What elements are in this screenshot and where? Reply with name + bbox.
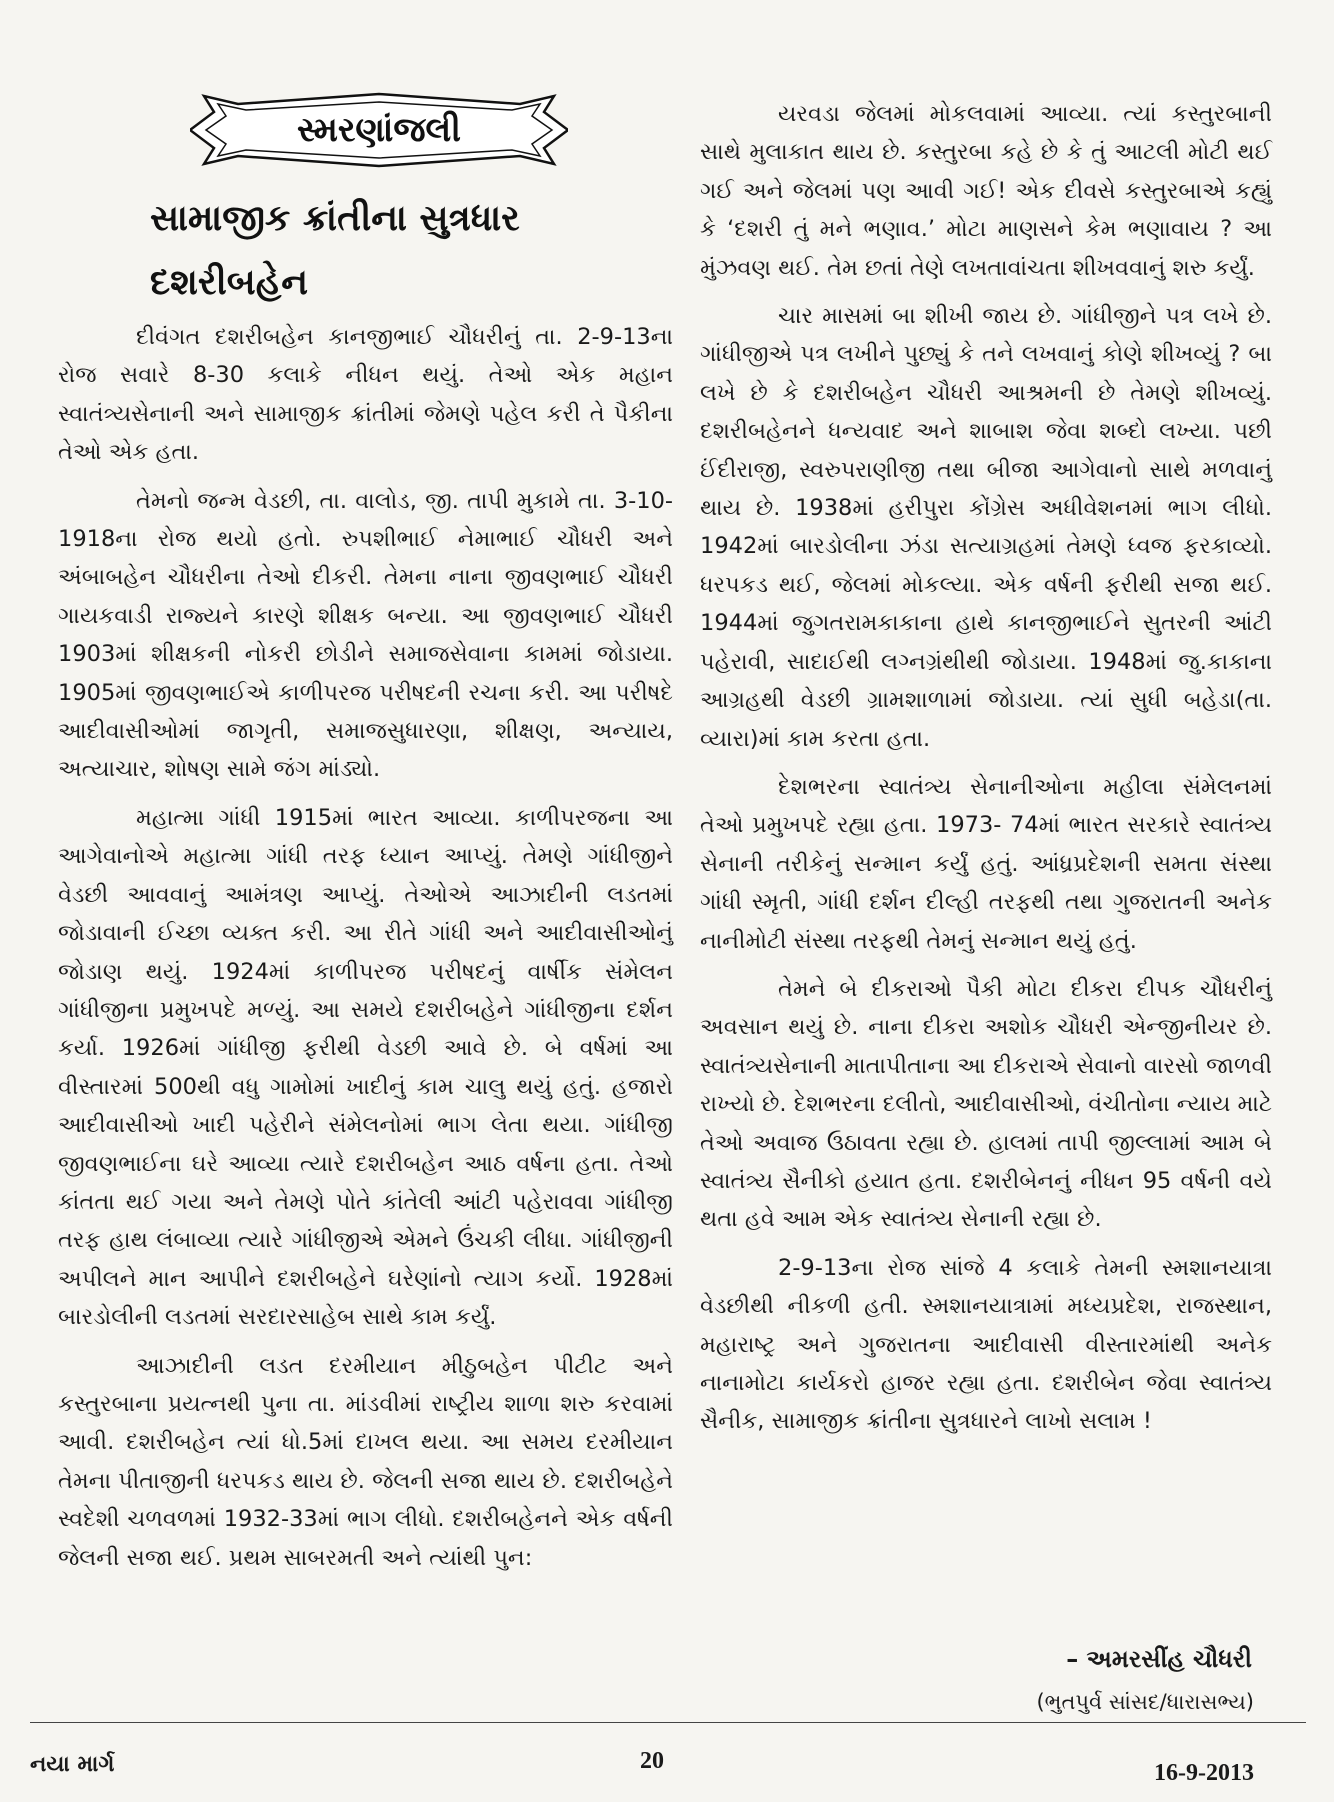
footer-divider bbox=[30, 1722, 1306, 1723]
paragraph: ચાર માસમાં બા શીખી જાય છે. ગાંધીજીને પત્ર લખે છે. ગાંધીજીએ પત્ર લખીને પુછ્યું કે તને લખવાનું કોણે શીખવ્યું ? બા લખે છે કે દશરીબહેન ચૌધરી આશ્રમની છે તેમણે શીખવ્યું. દશરીબહેનને ધન્યવાદ અને શાબાશ જેવા શબ્દો લખ્યા. પછી ઈંદીરાજી, સ્વરુપરાણીજી તથા બીજા આગેવાનો સાથે મળવાનું થાય છે. 1938માં હરીપુરા કોંગ્રેસ અધીવેશનમાં ભાગ લીધો. 1942માં બારડોલીના ઝંડા સત્યાગ્રહમાં તેમણે ધ્વજ ફરકાવ્યો. ધરપકડ થઈ, જેલમાં મોકલ્યા. એક વર્ષની ફરીથી સજા થઈ. 1944માં જુગતરામકાકાના હાથે કાનજીભાઈને સુતરની આંટી પહેરાવી, સાદાઈથી લગ્નગ્રંથીથી જોડાયા. 1948માં જુ.કાકાના આગ્રહથી વેડછી ગ્રામશાળામાં જોડાયા. ત્યાં સુધી બહેડા(તા. વ્યારા)માં કામ કરતા હતા. bbox=[700, 303, 1272, 752]
publication-name: નયા માર્ગ bbox=[30, 1752, 115, 1777]
paragraph: આઝાદીની લડત દરમીયાન મીઠુબહેન પીટીટ અને કસ્તુરબાના પ્રયત્નથી પુના તા. માંડવીમાં રાષ્ટ્રીય શાળા શરુ કરવામાં આવી. દશરીબહેન ત્યાં ધો.5માં દાખલ થયા. આ સમય દરમીયાન તેમના પીતાજીની ધરપકડ થાય છે. જેલની સજા થાય છે. દશરીબહેને સ્વદેશી ચળવળમાં 1932-33માં ભાગ લીધો. દશરીબહેનને એક વર્ષની જેલની સજા થઈ. પ્રથમ સાબરમતી અને ત્યાંથી પુન: bbox=[58, 1352, 673, 1571]
article-column-right bbox=[700, 95, 1272, 1451]
paragraph: તેમને બે દીકરાઓ પૈકી મોટા દીકરા દીપક ચૌધરીનું અવસાન થયું છે. નાના દીકરા અશોક ચૌધરી એન્જીનીયર છે. સ્વાતંત્ર્યસેનાની માતાપીતાના આ દીકરાએ સેવાનો વારસો જાળવી રાખ્યો છે. દેશભરના દલીતો, આદીવાસીઓ, વંચીતોના ન્યાય માટે તેઓ અવાજ ઉઠાવતા રહ્યા છે. હાલમાં તાપી જીલ્લામાં આમ બે સ્વાતંત્ર્ય સૈનીકો હયાત હતા. દશરીબેનનું નીધન 95 વર્ષની વયે થતા હવે આમ એક સ્વાતંત્ર્ય સેનાની રહ્યા છે. bbox=[700, 975, 1273, 1233]
banner-title: સ્મરણાંજલી bbox=[297, 110, 461, 150]
paragraph: 2-9-13ના રોજ સાંજે 4 કલાકે તેમની સ્મશાનયાત્રા વેડછીથી નીકળી હતી. સ્મશાનયાત્રામાં મધ્યપ્રદેશ, રાજસ્થાન, મહારાષ્ટ્ર અને ગુજરાતના આદીવાસી વીસ્તારમાંથી અનેક નાનામોટા કાર્યકરો હાજર રહ્યા હતા. દશરીબેન જેવા સ્વાતંત્ર્ય સૈનીક, સામાજીક ક્રાંતીના સુત્રધારને લાખો સલામ ! bbox=[700, 1254, 1272, 1435]
paragraph: તેમનો જન્મ વેડછી, તા. વાલોડ, જી. તાપી મુકામે તા. 3-10-1918ના રોજ થયો હતો. રુપશીભાઈ નેમાભાઈ ચૌધરી અને અંબાબહેન ચૌધરીના તેઓ દીકરી. તેમના નાના જીવણભાઈ ચૌધરી ગાયકવાડી રાજ્યને કારણે શીક્ષક બન્યા. આ જીવણભાઈ ચૌધરી 1903માં શીક્ષકની નોકરી છોડીને સમાજસેવાના કામમાં જોડાયા. 1905માં જીવણભાઈએ કાળીપરજ પરીષદની રચના કરી. આ પરીષદે આદીવાસીઓમાં જાગૃતી, સમાજસુધારણા, શીક્ષણ, અન્યાય, અત્યાચાર, શોષણ સામે જંગ માંડ્યો. bbox=[58, 487, 673, 783]
issue-date: 16-9-2013 bbox=[1154, 1760, 1254, 1786]
article-headline: સામાજીક ક્રાંતીના સુત્રધાર bbox=[150, 198, 520, 239]
paragraph: યરવડા જેલમાં મોકલવામાં આવ્યા. ત્યાં કસ્તુરબાની સાથે મુલાકાત થાય છે. કસ્તુરબા કહે છે કે તું આટલી મોટી થઈ ગઈ અને જેલમાં પણ આવી ગઈ! એક દીવસે કસ્તુરબાએ કહ્યું કે ‘દશરી તું મને ભણાવ.’ મોટા માણસને કેમ ભણાવાય ? આ મુંઝવણ થઈ. તેમ છતાં તેણે લખતાવાંચતા શીખવવાનું શરુ કર્યું. bbox=[700, 101, 1272, 281]
paragraph: મહાત્મા ગાંધી 1915માં ભારત આવ્યા. કાળીપરજના આ આગેવાનોએ મહાત્મા ગાંધી તરફ ધ્યાન આપ્યું. તેમણે ગાંધીજીને વેડછી આવવાનું આમંત્રણ આપ્યું. તેઓએ આઝાદીની લડતમાં જોડાવાની ઈચ્છા વ્યક્ત કરી. આ રીતે ગાંધી અને આદીવાસીઓનું જોડાણ થયું. 1924માં કાળીપરજ પરીષદનું વાર્ષીક સંમેલન ગાંધીજીના પ્રમુખપદે મળ્યું. આ સમયે દશરીબહેને ગાંધીજીના દર્શન કર્યા. 1926માં ગાંધીજી ફરીથી વેડછી આવે છે. બે વર્ષમાં આ વીસ્તારમાં 500થી વધુ ગામોમાં ખાદીનું કામ ચાલુ થયું હતું. હજારો આદીવાસીઓ ખાદી પહેરીને સંમેલનોમાં ભાગ લેતા થયા. ગાંધીજી જીવણભાઈના ઘરે આવ્યા ત્યારે દશરીબહેન આઠ વર્ષના હતા. તેઓ કાંતતા થઈ ગયા અને તેમણે પોતે કાંતેલી આંટી પહેરાવવા ગાંધીજી તરફ હાથ લંબાવ્યા ત્યારે ગાંધીજીએ એમને ઉંચકી લીધા. ગાંધીજીની અપીલને માન આપીને દશરીબહેને ઘરેણાંનો ત્યાગ કર્યો. 1928માં બારડોલીની લડતમાં સરદારસાહેબ સાથે કામ કર્યું. bbox=[58, 804, 673, 1331]
article-subhead: દશરીબહેન bbox=[150, 262, 309, 303]
author-role: (ભુતપુર્વ સાંસદ/ધારાસભ્ય) bbox=[1036, 1690, 1254, 1714]
paragraph: દીવંગત દશરીબહેન કાનજીભાઈ ચૌધરીનું તા. 2-9-13ના રોજ સવારે 8-30 કલાકે નીધન થયું. તેઓ એક મહાન સ્વાતંત્ર્યસેનાની અને સામાજીક ક્રાંતીમાં જેમણે પહેલ કરી તે પૈકીના તેઓ એક હતા. bbox=[58, 324, 673, 466]
page-number: 20 bbox=[640, 1748, 664, 1774]
author-name: – અમરસીંહ ચૌધરી bbox=[1066, 1645, 1252, 1673]
banner bbox=[190, 92, 568, 168]
paragraph: દેશભરના સ્વાતંત્ર્ય સેનાનીઓના મહીલા સંમેલનમાં તેઓ પ્રમુખપદે રહ્યા હતા. 1973- 74માં ભારત સરકારે સ્વાતંત્ર્ય સેનાની તરીકેનું સન્માન કર્યું હતું. આંધ્રપ્રદેશની સમતા સંસ્થા ગાંધી સ્મૃતી, ગાંધી દર્શન દીલ્હી તરફથી તથા ગુજરાતની અનેક નાનીમોટી સંસ્થા તરફથી તેમનું સન્માન થયું હતું. bbox=[700, 773, 1272, 954]
article-column-left bbox=[58, 318, 673, 1587]
